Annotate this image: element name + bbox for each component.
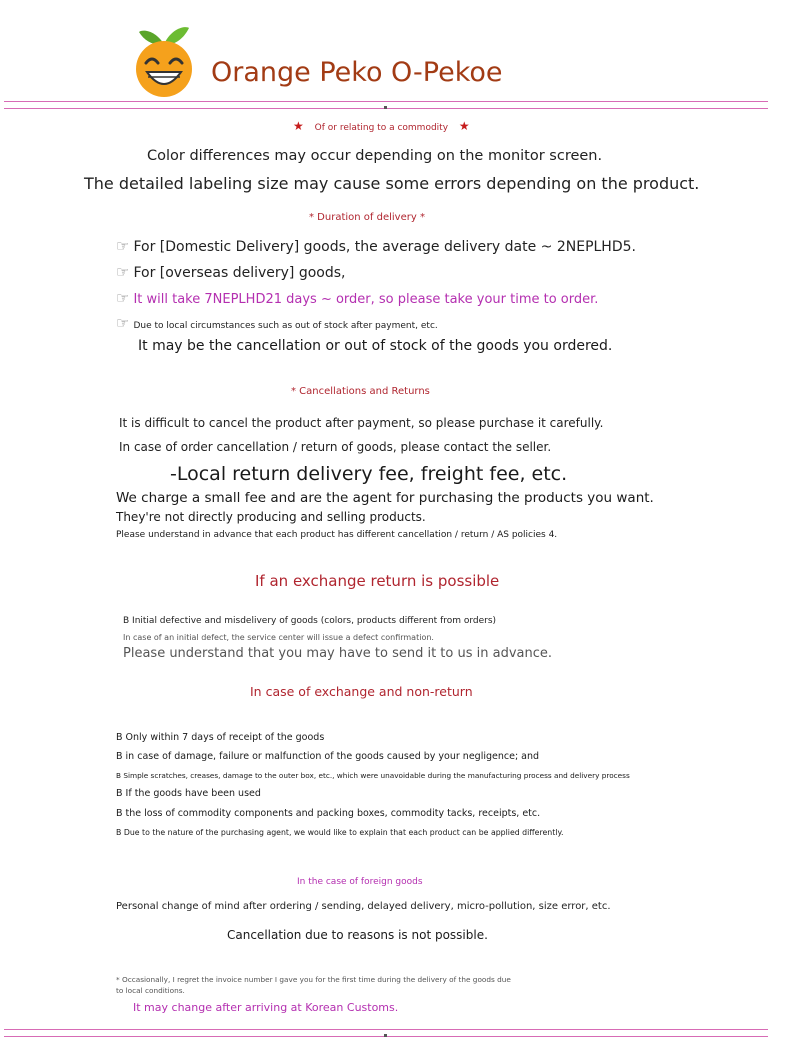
pointing-hand-icon: ☞ (116, 237, 130, 255)
cancel-fee: -Local return delivery fee, freight fee, etc. (170, 463, 568, 485)
exchange-line: B Initial defective and misdelivery of goods (colors, products different from orders) (123, 616, 497, 626)
cancel-line: It is difficult to cancel the product after payment, so please purchase it carefully. (119, 416, 604, 430)
footnote-note: It may change after arriving at Korean Customs. (133, 1001, 399, 1014)
delivery-note: It may be the cancellation or out of stock of the goods you ordered. (138, 338, 613, 354)
agent-line: They're not directly producing and selling products. (116, 510, 426, 524)
orange-face-icon (135, 22, 193, 98)
foreign-line: Cancellation due to reasons is not possible. (227, 928, 488, 942)
exchange-line: In case of an initial defect, the service center will issue a defect confirmation. (123, 633, 434, 642)
footnote-line: * Occasionally, I regret the invoice number I gave you for the first time during the delivery of the goods due (116, 975, 511, 984)
commodity-line: The detailed labeling size may cause some errors depending on the product. (84, 174, 700, 193)
nonreturn-line: B Only within 7 days of receipt of the goods (116, 732, 325, 743)
footnote-line: to local conditions. (116, 986, 185, 995)
delivery-heading: * Duration of delivery * (309, 212, 425, 223)
agent-line: Please understand in advance that each product has different cancellation / return / AS policies 4. (116, 530, 558, 540)
nonreturn-line: B If the goods have been used (116, 788, 261, 799)
foreign-line: Personal change of mind after ordering / sending, delayed delivery, micro-pollution, size error, etc. (116, 901, 611, 912)
delivery-item: ☞ For [overseas delivery] goods, (116, 263, 346, 281)
star-icon: ★ (293, 119, 304, 133)
commodity-line: Color differences may occur depending on the monitor screen. (147, 148, 603, 164)
exchange-heading: If an exchange return is possible (255, 572, 500, 590)
top-divider (4, 101, 768, 109)
nonreturn-line: B Due to the nature of the purchasing agent, we would like to explain that each product can be applied differently. (116, 828, 564, 837)
nonreturn-line: B the loss of commodity components and packing boxes, commodity tacks, receipts, etc. (116, 808, 541, 819)
bottom-divider (4, 1029, 768, 1037)
pointing-hand-icon: ☞ (116, 263, 130, 281)
cancel-heading: * Cancellations and Returns (291, 386, 430, 397)
nonreturn-line: B in case of damage, failure or malfunction of the goods caused by your negligence; and (116, 751, 540, 762)
brand-name: Orange Peko O-Pekoe (211, 57, 503, 88)
nonreturn-line: B Simple scratches, creases, damage to the outer box, etc., which were unavoidable during the manufacturing process and delivery process (116, 771, 630, 780)
foreign-heading: In the case of foreign goods (297, 877, 423, 887)
pointing-hand-icon: ☞ (116, 314, 130, 332)
agent-line: We charge a small fee and are the agent for purchasing the products you want. (116, 490, 654, 506)
delivery-item: ☞ Due to local circumstances such as out of stock after payment, etc. (116, 314, 438, 332)
delivery-item: ☞ For [Domestic Delivery] goods, the average delivery date ~ 2NEPLHD5. (116, 237, 636, 255)
cancel-line: In case of order cancellation / return of goods, please contact the seller. (119, 440, 552, 454)
pointing-hand-icon: ☞ (116, 289, 130, 307)
star-icon: ★ (458, 119, 470, 133)
nonreturn-heading: In case of exchange and non-return (250, 684, 473, 699)
exchange-line: Please understand that you may have to send it to us in advance. (123, 646, 553, 661)
commodity-heading: ★ Of or relating to a commodity ★ (293, 119, 470, 133)
delivery-item: ☞ It will take 7NEPLHD21 days ~ order, so please take your time to order. (116, 289, 599, 307)
